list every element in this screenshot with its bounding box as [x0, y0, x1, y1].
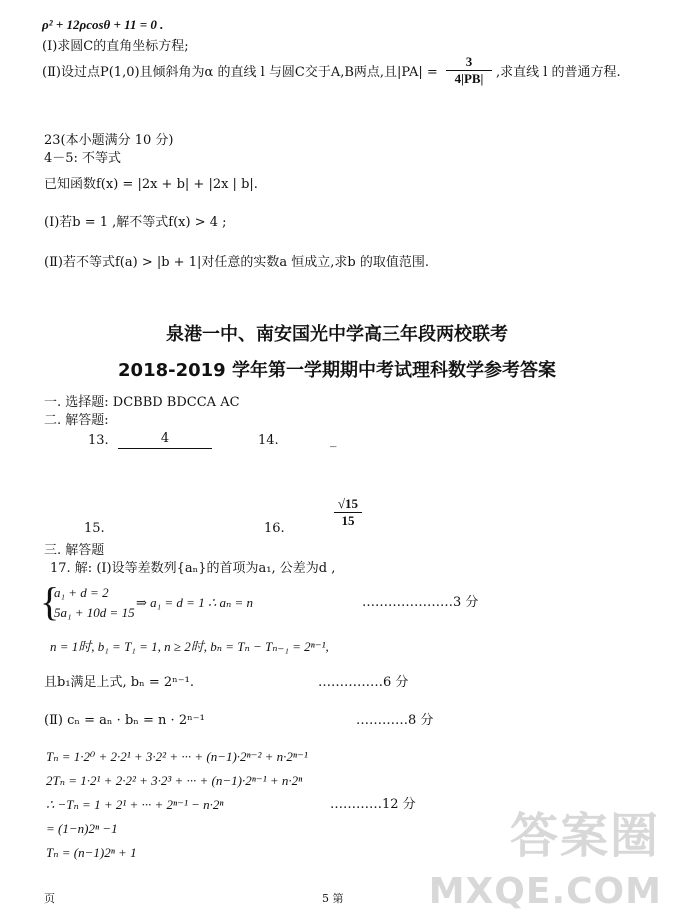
- system-brace: {: [40, 579, 60, 624]
- score-8: …………8 分: [356, 713, 434, 728]
- b1-check: 且b₁满足上式, bₙ = 2ⁿ⁻¹.: [44, 675, 195, 690]
- q22-fraction: [446, 54, 492, 87]
- a16-fraction: [334, 496, 362, 529]
- q23-topic: 4－5: 不等式: [44, 151, 122, 166]
- a13-answer: [118, 430, 212, 449]
- a16-label: 16.: [264, 521, 285, 536]
- bn-derivation: n = 1时, b₁ = T₁ = 1, n ≥ 2时, bₙ = Tₙ − Tₙ₋₁ = 2ⁿ⁻¹,: [50, 639, 329, 654]
- system-eq1: a₁ + d = 2: [54, 585, 109, 600]
- q23-part1: (Ⅰ)若b = 1 ,解不等式f(x) > 4 ;: [44, 215, 227, 230]
- tn-result: Tₙ = (n−1)2ⁿ + 1: [46, 845, 137, 860]
- tn-subtract: ∴ −Tₙ = 1 + 2¹ + ··· + 2ⁿ⁻¹ − n·2ⁿ: [46, 797, 224, 812]
- tn-double: 2Tₙ = 1·2¹ + 2·2² + 3·2³ + ··· + (n−1)·2ⁿ⁻¹ + n·2ⁿ: [46, 773, 303, 788]
- a13-value: 4: [118, 430, 212, 449]
- s17-intro: 17. 解: (Ⅰ)设等差数列{aₙ}的首项为a₁, 公差为d ,: [50, 561, 336, 576]
- score-12: …………12 分: [330, 797, 416, 812]
- section-solve: 三. 解答题: [44, 543, 105, 558]
- a14-value: _: [330, 433, 337, 448]
- score-6: ……………6 分: [318, 675, 409, 690]
- q22-fraction-num: 3: [465, 54, 473, 69]
- watermark-text: 答案圈: [509, 808, 660, 864]
- footer-left: 页: [44, 892, 55, 905]
- a16-den: 15: [334, 512, 362, 529]
- q22-fraction-den: 4|PB|: [446, 70, 492, 87]
- q22-part1: (Ⅰ)求圆C的直角坐标方程;: [42, 39, 189, 54]
- system-eq2: 5a₁ + 10d = 15: [54, 605, 135, 620]
- a14-label: 14.: [258, 433, 279, 448]
- q22-part2-text: (Ⅱ)设过点P(1,0)且倾斜角为α 的直线 l 与圆C交于A,B两点,且|PA| =: [42, 65, 438, 80]
- polar-equation: ρ² + 12ρcosθ + 11 = 0 .: [42, 17, 164, 32]
- section-fill: 二. 解答题:: [44, 413, 109, 428]
- q22-part2-tail: ,求直线 l 的普通方程.: [496, 65, 621, 80]
- a16-num: √15: [337, 496, 359, 511]
- q23-function: 已知函数f(x) = |2x + b| + |2x | b|.: [44, 177, 258, 192]
- footer-page: 5 第: [322, 892, 344, 905]
- tn-simplified: = (1−n)2ⁿ −1: [46, 821, 118, 836]
- section-choice: 一. 选择题: DCBBD BDCCA AC: [44, 395, 240, 410]
- q23-header: 23(本小题满分 10 分): [44, 133, 174, 148]
- a13-label: 13.: [88, 433, 109, 448]
- watermark-domain: [429, 871, 662, 912]
- tn-sum: Tₙ = 1·2⁰ + 2·2¹ + 3·2² + ··· + (n−1)·2ⁿ⁻² + n·2ⁿ⁻¹: [46, 749, 308, 764]
- q23-part2: (Ⅱ)若不等式f(a) > |b + 1|对任意的实数a 恒成立,求b 的取值范围.: [44, 255, 429, 270]
- answer-title-exam: 2018-2019 学年第一学期期中考试理科数学参考答案: [118, 360, 556, 381]
- watermark-logo: [510, 797, 660, 866]
- watermark-url: MXQE.COM: [428, 871, 662, 912]
- score-3: …………………3 分: [362, 595, 479, 610]
- answer-title-schools: 泉港一中、南安国光中学高三年段两校联考: [166, 324, 508, 345]
- a15-label: 15.: [84, 521, 105, 536]
- system-result: ⇒ a₁ = d = 1 ∴ aₙ = n: [136, 595, 254, 610]
- cn-definition: (Ⅱ) cₙ = aₙ · bₙ = n · 2ⁿ⁻¹: [44, 713, 205, 728]
